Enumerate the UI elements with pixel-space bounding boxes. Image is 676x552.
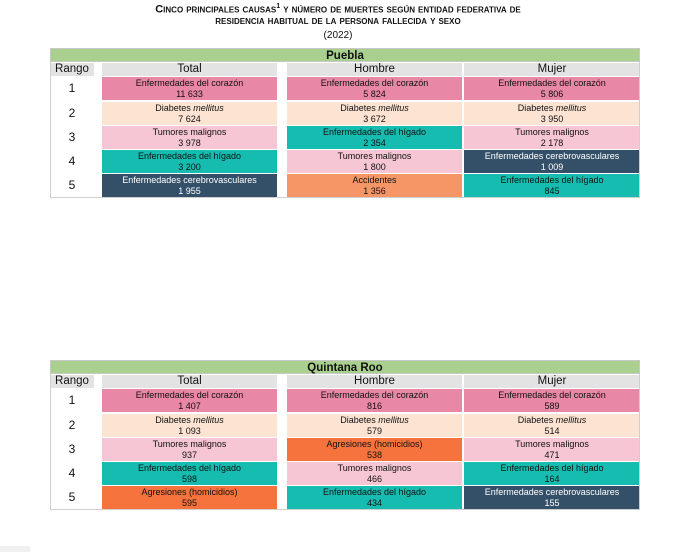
- cause-name: Diabetes mellitus: [155, 103, 224, 113]
- cause-name: Enfermedades del corazón: [320, 390, 429, 400]
- rank-number: 3: [50, 438, 94, 461]
- header-hombre: Hombre: [287, 63, 462, 76]
- cause-name: Tumores malignos: [152, 127, 227, 137]
- death-count: 3 200: [178, 162, 201, 172]
- cause-name: Agresiones (homicidios): [141, 487, 238, 497]
- rank-number: 4: [50, 150, 94, 173]
- death-count: 598: [181, 474, 198, 484]
- cause-name: Enfermedades del hígado: [322, 487, 427, 497]
- rank-number: 5: [50, 174, 94, 197]
- death-count: 2 178: [540, 138, 564, 148]
- death-count: 3 950: [540, 114, 564, 124]
- death-count: 589: [544, 401, 560, 411]
- cause-name: Enfermedades del hígado: [137, 463, 242, 473]
- cause-name: Tumores malignos: [337, 151, 412, 161]
- header-total: Total: [102, 63, 277, 76]
- cause-name: Diabetes mellitus: [340, 415, 409, 425]
- cause-name: Diabetes mellitus: [155, 415, 224, 425]
- cause-name: Enfermedades del hígado: [322, 127, 427, 137]
- cause-name: Tumores malignos: [337, 463, 412, 473]
- death-count: 579: [366, 426, 383, 436]
- cause-name: Enfermedades del corazón: [135, 390, 244, 400]
- cause-name: Diabetes mellitus: [517, 415, 587, 425]
- header-rank: Rango: [50, 63, 94, 76]
- rank-number: 2: [50, 414, 94, 437]
- cause-name: Enfermedades cerebrovasculares: [484, 151, 620, 161]
- title-main-rest: y número de muertes según entidad federativa de: [280, 3, 521, 16]
- death-count: 434: [366, 498, 383, 508]
- death-count: 1 009: [540, 162, 564, 172]
- cause-name: Accidentes: [352, 175, 397, 185]
- death-count: 11 633: [176, 89, 203, 99]
- death-count: 937: [181, 450, 198, 460]
- death-count: 155: [544, 498, 560, 508]
- cause-name: Agresiones (homicidios): [326, 439, 423, 449]
- cause-name: Enfermedades del hígado: [137, 151, 242, 161]
- table-frame: [50, 374, 640, 510]
- cause-name: Diabetes mellitus: [517, 103, 587, 113]
- ranking-grid: [50, 374, 640, 524]
- cause-name: Tumores malignos: [152, 439, 227, 449]
- rank-number: 2: [50, 102, 94, 125]
- document-year: (2022): [323, 30, 353, 41]
- death-count: 1 407: [178, 401, 201, 411]
- cause-name: Enfermedades del corazón: [135, 78, 244, 88]
- rank-number: 1: [50, 389, 94, 412]
- death-count: 595: [181, 498, 198, 508]
- header-total: Total: [102, 375, 277, 388]
- header-mujer: Mujer: [464, 375, 640, 388]
- death-count: 1 356: [363, 186, 386, 196]
- cause-name: Enfermedades cerebrovasculares: [484, 487, 620, 497]
- death-count: 466: [366, 474, 383, 484]
- cause-name: Tumores malignos: [515, 127, 589, 137]
- death-count: 538: [366, 450, 383, 460]
- rank-number: 3: [50, 126, 94, 149]
- death-count: 1 955: [178, 186, 201, 196]
- cause-name: Enfermedades del corazón: [498, 390, 606, 400]
- title-footnote-mark: 1: [276, 3, 281, 10]
- death-count: 164: [544, 474, 560, 484]
- region-title: Puebla: [50, 48, 640, 62]
- cause-name: Enfermedades del corazón: [498, 78, 606, 88]
- document-title-line-2: residencia habitual de la persona fallecida y sexo: [215, 15, 461, 27]
- header-rank: Rango: [50, 375, 94, 388]
- region-table: [50, 48, 640, 212]
- ranking-grid: [50, 62, 640, 212]
- rank-number: 4: [50, 462, 94, 485]
- cause-name: Tumores malignos: [515, 439, 589, 449]
- death-count: 3 978: [178, 138, 201, 148]
- page-edge-mark: [0, 546, 30, 552]
- death-count: 3 672: [363, 114, 386, 124]
- header-hombre: Hombre: [287, 375, 462, 388]
- header-mujer: Mujer: [464, 63, 640, 76]
- region-table: [50, 360, 640, 524]
- rank-number: 1: [50, 77, 94, 100]
- cause-name: Enfermedades cerebrovasculares: [122, 175, 257, 185]
- death-count: 816: [366, 401, 383, 411]
- cause-name: Enfermedades del hígado: [500, 463, 604, 473]
- death-count: 2 354: [363, 138, 386, 148]
- cause-name: Enfermedades del corazón: [320, 78, 429, 88]
- death-count: 845: [544, 186, 560, 196]
- death-count: 7 624: [178, 114, 201, 124]
- death-count: 1 093: [178, 426, 201, 436]
- death-count: 1 800: [363, 162, 386, 172]
- rank-number: 5: [50, 486, 94, 509]
- cause-name: Diabetes mellitus: [340, 103, 409, 113]
- region-title: Quintana Roo: [50, 360, 640, 374]
- death-count: 5 824: [363, 89, 386, 99]
- death-count: 514: [544, 426, 560, 436]
- death-count: 471: [544, 450, 560, 460]
- cause-name: Enfermedades del hígado: [500, 175, 604, 185]
- title-main: Cinco principales causas: [155, 3, 277, 16]
- table-frame: [50, 62, 640, 198]
- death-count: 5 806: [540, 89, 564, 99]
